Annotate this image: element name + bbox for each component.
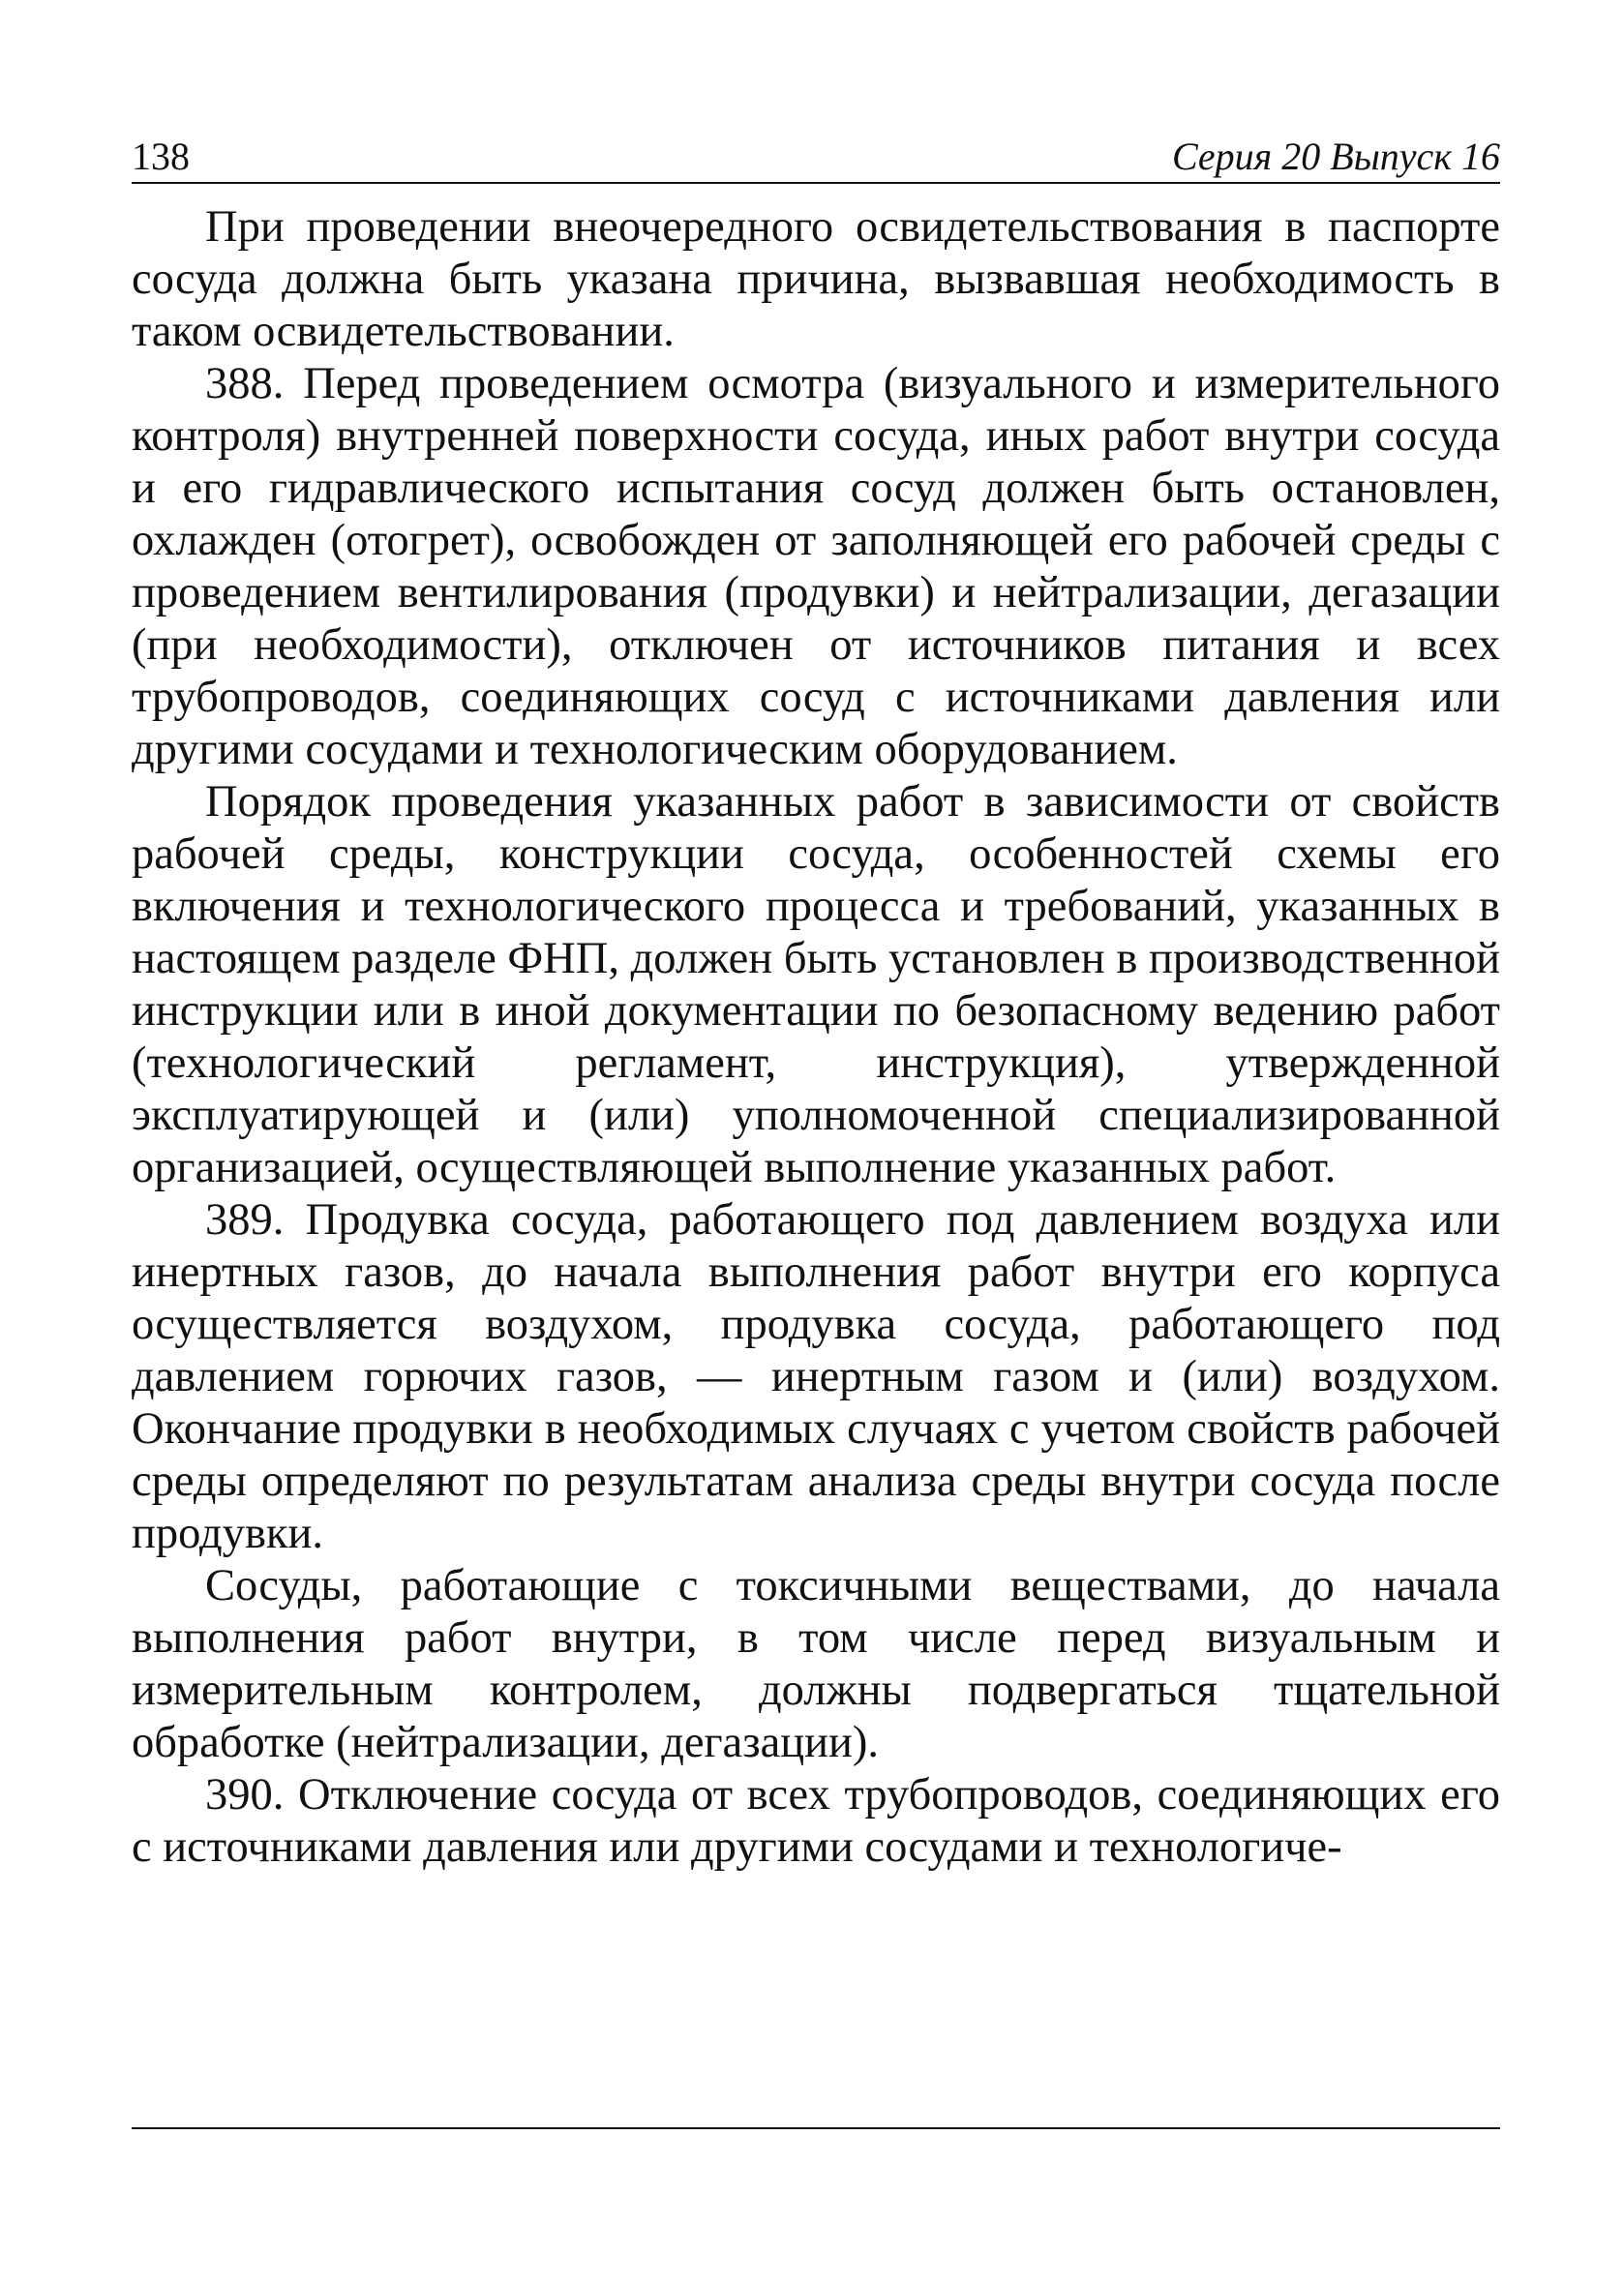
page-number: 138 [132,135,190,178]
paragraph: Сосуды, работающие с токсичными веществами, до начала выполнения работ внутри, в том числе перед визуальным и измерительным контролем, должны подвергаться тщательной обработке (нейтрализации, дегазации). [132,1561,1500,1767]
paragraph: 390. Отключение сосуда от всех трубопроводов, соединяющих его с источниками давления или другими сосудами и технологиче- [132,1770,1500,1872]
page-header [132,128,1500,184]
footer-rule [132,2127,1500,2129]
paragraph: При проведении внеочередного освидетельствования в паспорте сосуда должна быть указана причина, вызвавшая необходимость в таком освидетельствовании. [132,202,1500,356]
paragraph: Порядок проведения указанных работ в зависимости от свойств рабочей среды, конструкции сосуда, особенностей схемы его включения и технологического процесса и требований, указанных в настоящем разделе ФНП, должен быть установлен в производственной инструкции или в иной документации по безопасному ведению работ (технологический регламент, инструкция), утвержденной эксплуатирующей и (или) уполномоченной специализированной организацией, осуществляющей выполнение указанных работ. [132,777,1500,1192]
paragraph: 389. Продувка сосуда, работающего под давлением воздуха или инертных газов, до начала выполнения работ внутри его корпуса осуществляется воздухом, продувка сосуда, работающего под давлением горючих газов, — инертным газом и (или) воздухом. Окончание продувки в необходимых случаях с учетом свойств рабочей среды определяют по результатам анализа среды внутри сосуда после продувки. [132,1195,1500,1558]
body-text [132,201,1500,1874]
paragraph: 388. Перед проведением осмотра (визуального и измерительного контроля) внутренней поверхности сосуда, иных работ внутри сосуда и его гидравлического испытания сосуд должен быть остановлен, охлажден (отогрет), освобожден от заполняющей его рабочей среды с проведением вентилирования (продувки) и нейтрализации, дегазации (при необходимости), отключен от источников питания и всех трубопроводов, соединяющих сосуд с источниками давления или другими сосудами и технологическим оборудованием. [132,359,1500,774]
running-head: Серия 20 Выпуск 16 [1171,135,1500,178]
